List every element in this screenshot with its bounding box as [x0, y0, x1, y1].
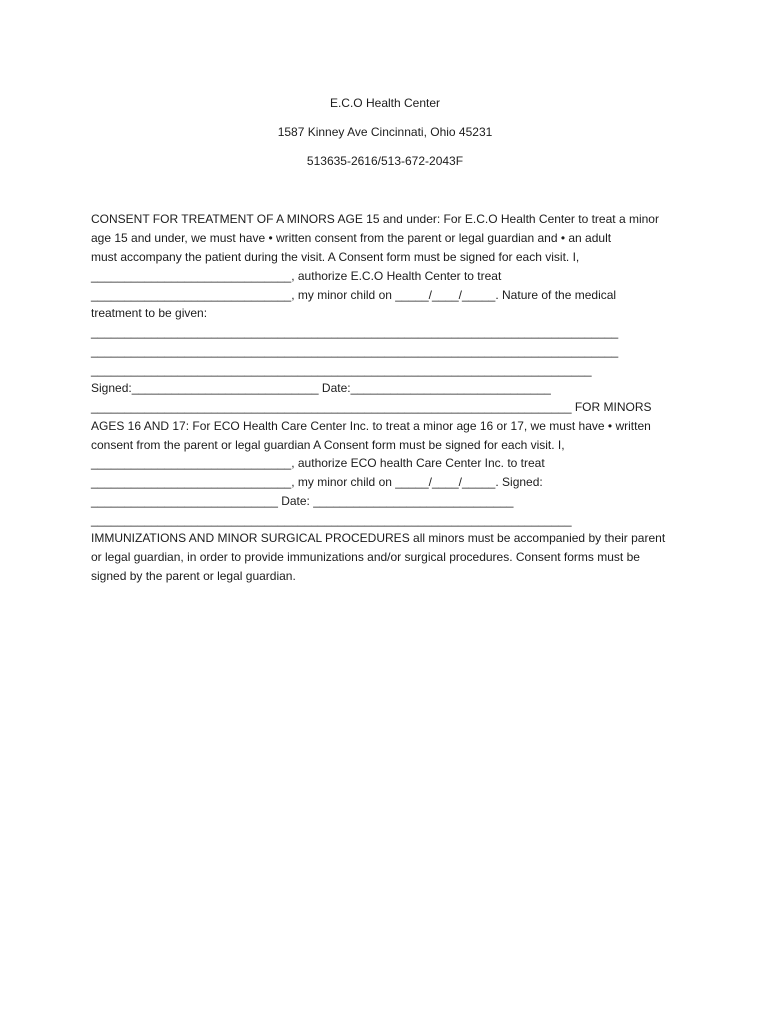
blank-line: ___________________________________________________________________________	[91, 363, 592, 377]
body-line: ________________________________________________________________________ FOR MINORS	[91, 400, 652, 414]
body-line: consent from the parent or legal guardian A Consent form must be signed for each visit. I,	[91, 438, 565, 452]
clinic-name: E.C.O Health Center	[329, 96, 441, 110]
body-line: treatment to be given:	[91, 306, 208, 320]
clinic-phone: 513635-2616/513-672-2043F	[306, 154, 464, 168]
signature-line: Signed:____________________________ Date:______________________________	[91, 381, 551, 395]
body-line: IMMUNIZATIONS AND MINOR SURGICAL PROCEDURES all minors must be accompanied by their parent	[91, 531, 666, 545]
signature-line: ____________________________ Date: ______________________________	[91, 494, 514, 508]
body-line: ______________________________, my minor child on _____/____/_____. Signed:	[91, 475, 543, 489]
blank-line: _______________________________________________________________________________	[91, 325, 619, 339]
clinic-address: 1587 Kinney Ave Cincinnati, Ohio 45231	[277, 125, 493, 139]
body-line: must accompany the patient during the visit. A Consent form must be signed for each visit. I,	[91, 250, 580, 264]
body-line: CONSENT FOR TREATMENT OF A MINORS AGE 15 and under: For E.C.O Health Center to treat a minor	[91, 212, 659, 226]
body-line: ______________________________, authorize E.C.O Health Center to treat	[91, 269, 502, 283]
blank-line: ________________________________________________________________________	[91, 513, 572, 527]
body-line: ______________________________, authorize ECO health Care Center Inc. to treat	[91, 456, 545, 470]
body-line: ______________________________, my minor child on _____/____/_____. Nature of the medical	[91, 288, 617, 302]
body-line: or legal guardian, in order to provide immunizations and/or surgical procedures. Consent forms must be	[91, 550, 640, 564]
body-line: AGES 16 AND 17: For ECO Health Care Center Inc. to treat a minor age 16 or 17, we must have • written	[91, 419, 651, 433]
body-line: signed by the parent or legal guardian.	[91, 569, 296, 583]
body-line: age 15 and under, we must have • written consent from the parent or legal guardian and • an adult	[91, 231, 612, 245]
blank-line: _______________________________________________________________________________	[91, 344, 619, 358]
